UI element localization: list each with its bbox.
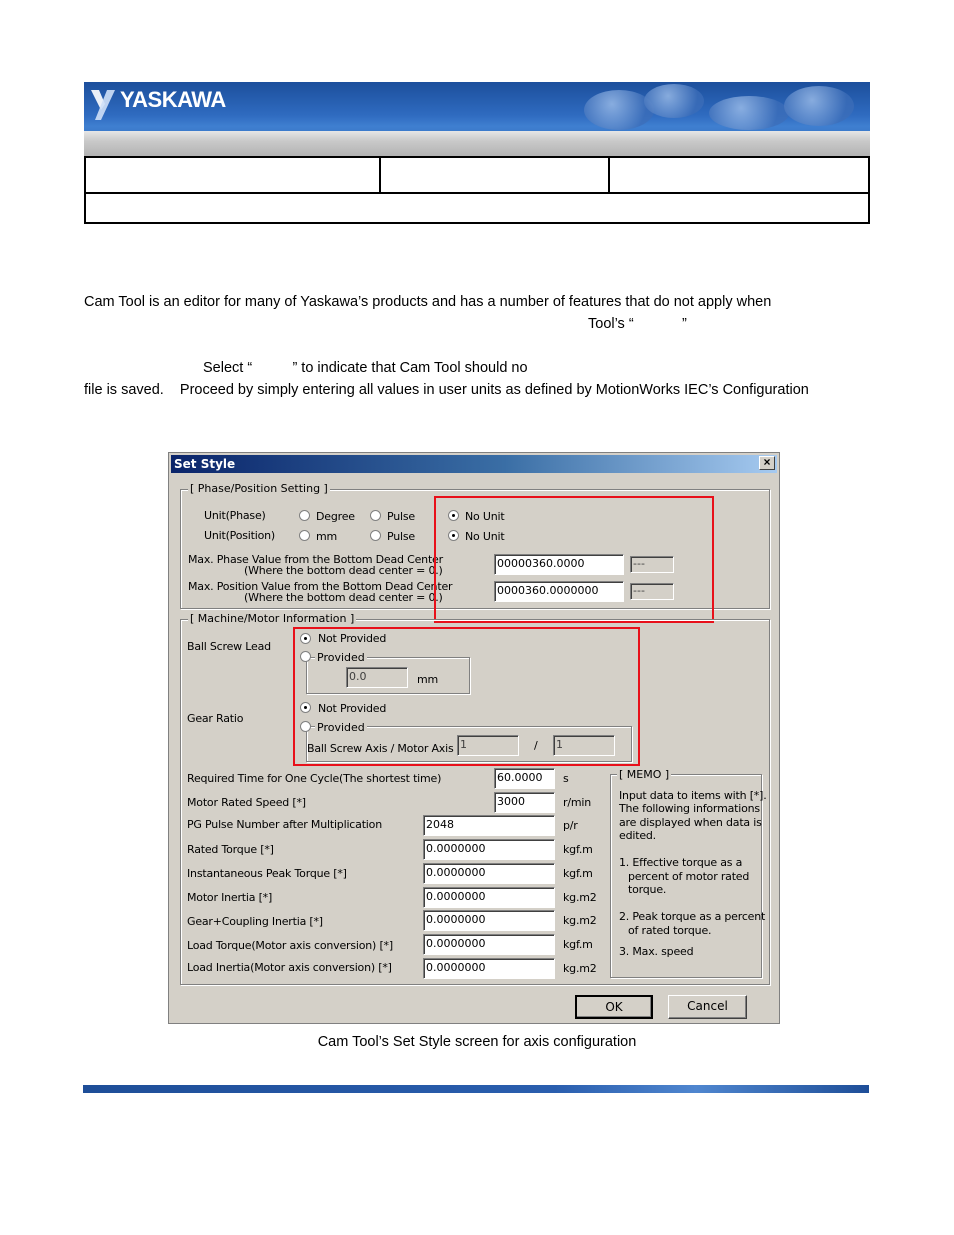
phase-no-unit-label: No Unit (465, 510, 505, 523)
required-time-unit: s (563, 772, 569, 785)
phase-degree-radio[interactable] (299, 510, 310, 521)
position-mm-label: mm (316, 530, 338, 543)
max-phase-unit-display: --- (630, 556, 674, 573)
yaskawa-logo-mark (89, 88, 119, 122)
max-position-input[interactable]: 0000360.0000000 (494, 581, 624, 602)
body-line-4: file is saved. Proceed by simply entering all values in user units as defined by MotionWorks IEC’s Configuration (84, 382, 809, 398)
gear-coupling-inertia-label: Gear+Coupling Inertia [*] (187, 915, 323, 928)
memo-line: percent of motor rated (628, 870, 750, 883)
dialog-title: Set Style (174, 457, 236, 471)
phase-pulse-radio[interactable] (370, 510, 381, 521)
position-no-unit-label: No Unit (465, 530, 505, 543)
phase-degree-label: Degree (316, 510, 355, 523)
position-pulse-label: Pulse (387, 530, 415, 543)
phase-pulse-label: Pulse (387, 510, 415, 523)
peak-torque-unit: kgf.m (563, 867, 593, 880)
ball-screw-not-provided-label: Not Provided (318, 632, 387, 645)
load-torque-input[interactable]: 0.0000000 (423, 934, 555, 955)
table-divider (608, 158, 610, 192)
gear-ratio-label: Gear Ratio (187, 712, 244, 725)
gear-ratio-provided-label: Provided (317, 721, 365, 734)
gear-ratio-not-provided-label: Not Provided (318, 702, 387, 715)
gear-ratio-separator: / (534, 739, 538, 752)
banner-decoration (709, 96, 789, 130)
memo-label: [ MEMO ] (619, 768, 670, 781)
gear-ratio-denominator-input[interactable]: 1 (553, 735, 615, 756)
load-torque-unit: kgf.m (563, 938, 593, 951)
gear-coupling-inertia-input[interactable]: 0.0000000 (423, 910, 555, 931)
gear-ratio-axis-label: Ball Screw Axis / Motor Axis (307, 742, 454, 755)
max-position-unit-display: --- (630, 583, 674, 600)
max-position-label: Max. Position Value from the Bottom Dead Center (188, 580, 453, 593)
banner-decoration (784, 86, 854, 126)
required-time-label: Required Time for One Cycle(The shortest time) (187, 772, 442, 785)
memo-line: 3. Max. speed (619, 945, 694, 958)
pg-pulse-number-label: PG Pulse Number after Multiplication (187, 818, 382, 831)
highlight-box (434, 496, 714, 623)
table-divider (379, 158, 381, 192)
ball-screw-unit: mm (417, 673, 439, 686)
memo-line: 2. Peak torque as a percent (619, 910, 766, 923)
ball-screw-lead-label: Ball Screw Lead (187, 640, 271, 653)
memo-line: are displayed when data is (619, 816, 762, 829)
position-mm-radio[interactable] (299, 530, 310, 541)
highlight-box (293, 627, 640, 766)
pg-pulse-number-input[interactable]: 2048 (423, 815, 555, 836)
max-phase-input[interactable]: 00000360.0000 (494, 554, 624, 575)
memo-line: The following informations (619, 802, 760, 815)
machine-motor-group-label: [ Machine/Motor Information ] (190, 612, 355, 625)
set-style-dialog (168, 452, 780, 1024)
memo-line: 1. Effective torque as a (619, 856, 743, 869)
max-position-sublabel: (Where the bottom dead center = 0.) (244, 591, 443, 604)
dialog-title-bar[interactable] (171, 455, 777, 473)
motor-inertia-label: Motor Inertia [*] (187, 891, 273, 904)
required-time-input[interactable]: 60.0000 (494, 768, 555, 789)
ok-button[interactable]: OK (575, 995, 653, 1019)
rated-torque-unit: kgf.m (563, 843, 593, 856)
banner-decoration (644, 84, 704, 118)
motor-rated-speed-unit: r/min (563, 796, 591, 809)
phase-position-group-label: [ Phase/Position Setting ] (190, 482, 328, 495)
position-pulse-radio[interactable] (370, 530, 381, 541)
peak-torque-input[interactable]: 0.0000000 (423, 863, 555, 884)
peak-torque-label: Instantaneous Peak Torque [*] (187, 867, 347, 880)
body-line-1: Cam Tool is an editor for many of Yaskawa’s products and has a number of features that do not apply when (84, 294, 772, 310)
ball-screw-lead-input[interactable]: 0.0 (346, 667, 408, 688)
table-divider (86, 192, 868, 194)
header-table (84, 156, 870, 224)
memo-line: edited. (619, 829, 656, 842)
memo-line: of rated torque. (628, 924, 712, 937)
banner-decoration (584, 90, 654, 130)
close-icon[interactable]: × (759, 456, 775, 470)
ball-screw-provided-label: Provided (317, 651, 365, 664)
unit-position-label: Unit(Position) (204, 529, 276, 542)
banner-grey-strip (84, 131, 870, 156)
memo-line: Input data to items with [*]. (619, 789, 767, 802)
gear-coupling-inertia-unit: kg.m2 (563, 914, 597, 927)
load-inertia-unit: kg.m2 (563, 962, 597, 975)
motor-rated-speed-label: Motor Rated Speed [*] (187, 796, 306, 809)
figure-caption: Cam Tool’s Set Style screen for axis configuration (317, 1034, 637, 1050)
load-inertia-label: Load Inertia(Motor axis conversion) [*] (187, 961, 392, 974)
unit-phase-label: Unit(Phase) (204, 509, 266, 522)
body-line-3: Select “ ” to indicate that Cam Tool should no (203, 360, 528, 376)
max-phase-label: Max. Phase Value from the Bottom Dead Center (188, 553, 443, 566)
body-line-2: Tool’s “ ” (588, 316, 687, 332)
load-inertia-input[interactable]: 0.0000000 (423, 958, 555, 979)
pg-pulse-number-unit: p/r (563, 819, 578, 832)
logo-text: YASKAWA (120, 87, 226, 112)
motor-inertia-unit: kg.m2 (563, 891, 597, 904)
rated-torque-label: Rated Torque [*] (187, 843, 274, 856)
motor-rated-speed-input[interactable]: 3000 (494, 792, 555, 813)
memo-line: torque. (628, 883, 667, 896)
footer-bar (83, 1085, 869, 1093)
max-phase-sublabel: (Where the bottom dead center = 0.) (244, 564, 443, 577)
load-torque-label: Load Torque(Motor axis conversion) [*] (187, 939, 393, 952)
gear-ratio-numerator-input[interactable]: 1 (457, 735, 519, 756)
motor-inertia-input[interactable]: 0.0000000 (423, 887, 555, 908)
rated-torque-input[interactable]: 0.0000000 (423, 839, 555, 860)
cancel-button[interactable]: Cancel (668, 995, 747, 1019)
